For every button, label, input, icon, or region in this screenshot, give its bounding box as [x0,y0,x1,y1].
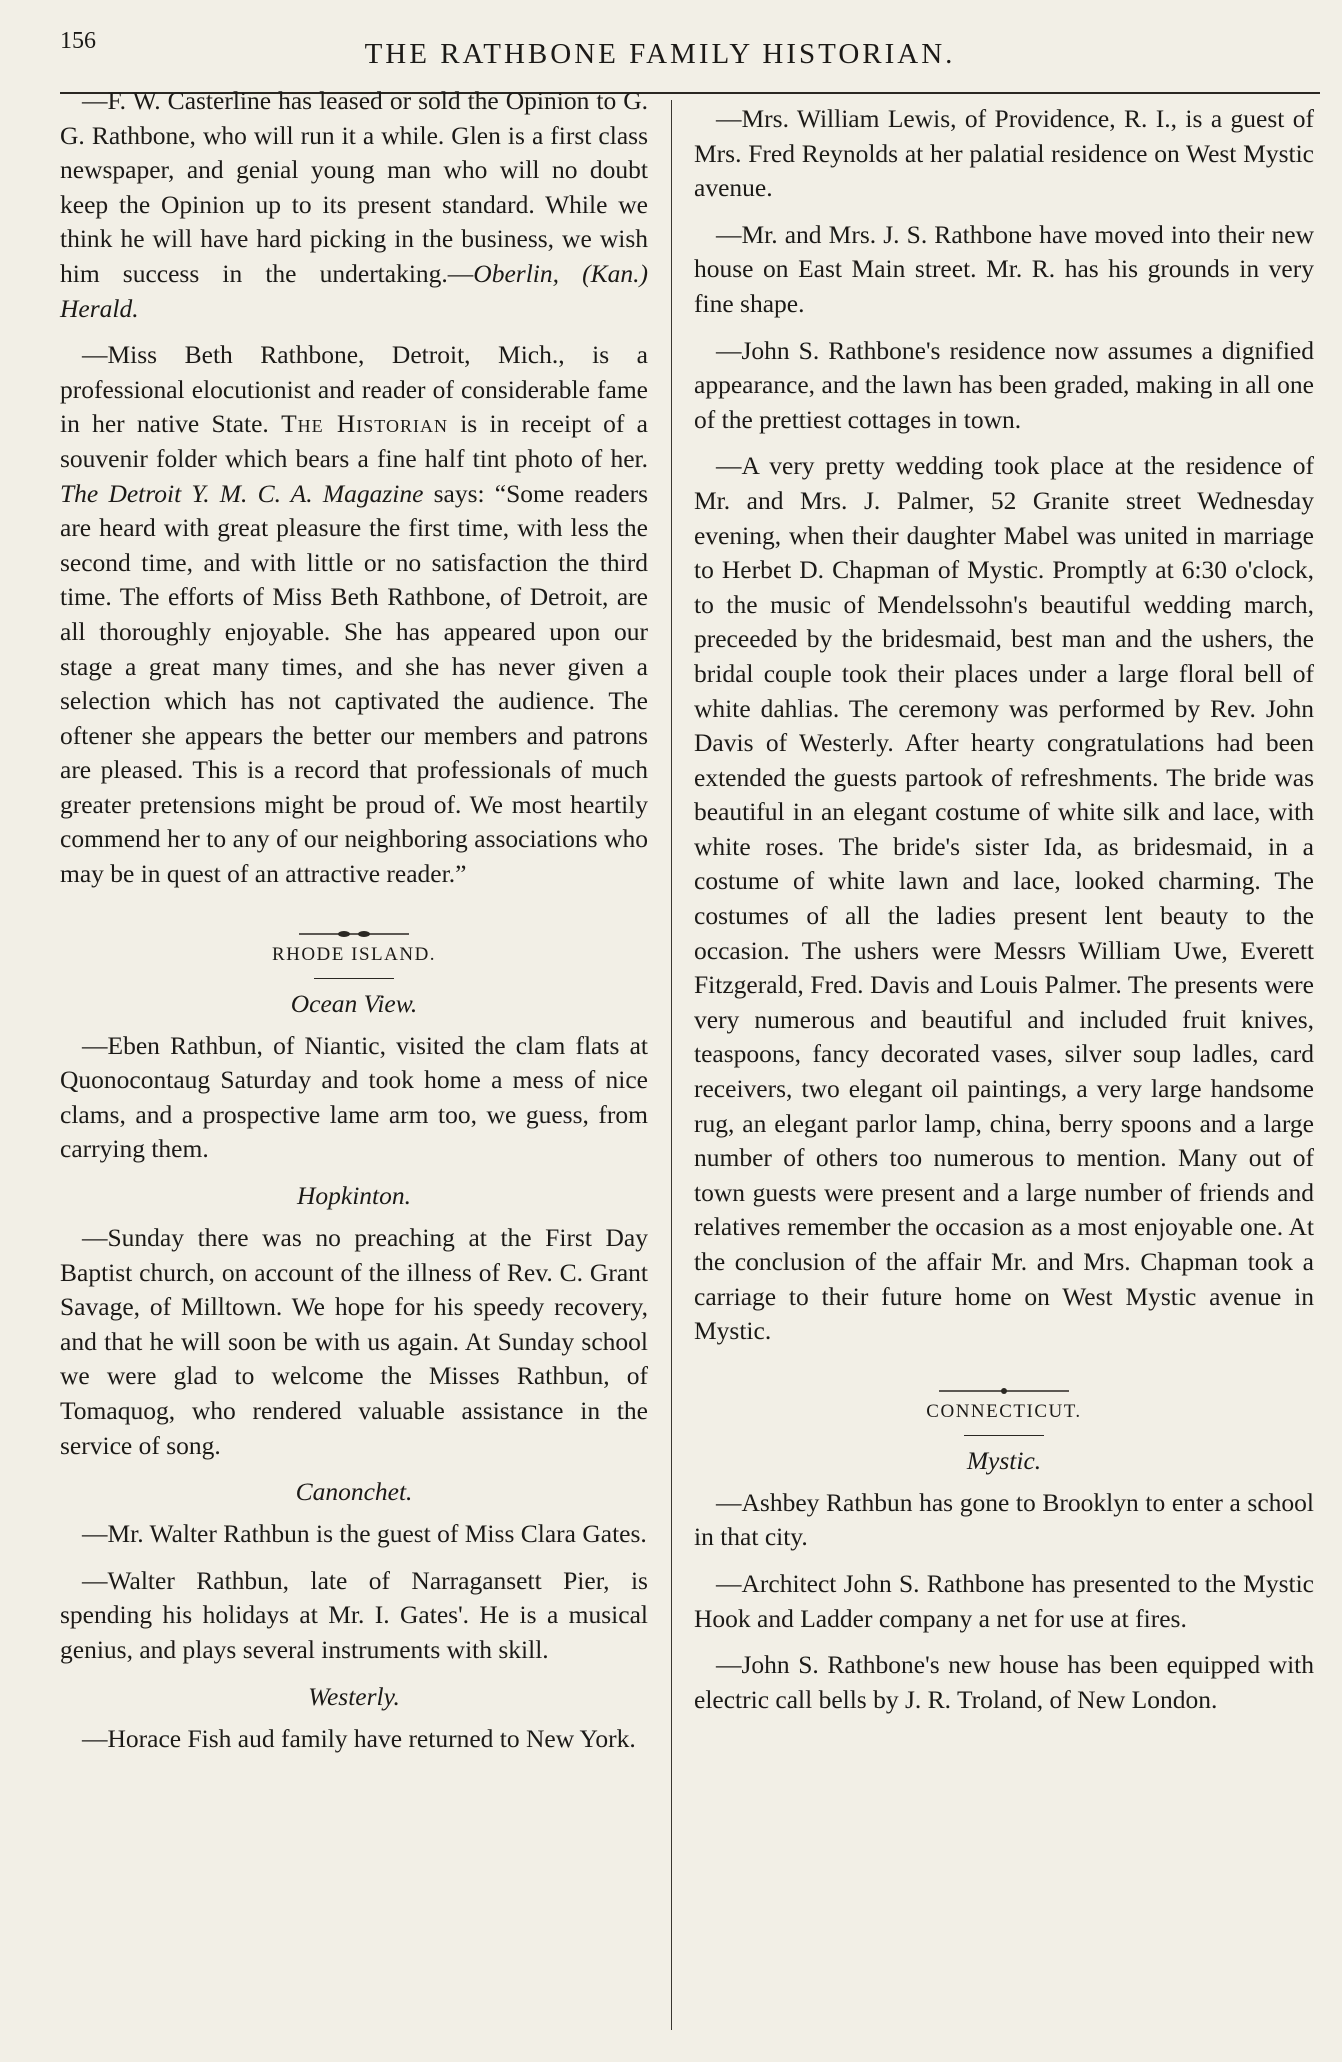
short-rule [314,978,394,979]
article-paragraph: —Mr. Walter Rathbun is the guest of Miss Clara Gates. [82,1519,647,1549]
place-heading: Ocean View. [290,988,418,1018]
article-paragraph: —Walter Rathbun, late of Narragansett Pier, is spending his holidays at Mr. I. Gates'. He is a musical genius, and plays several instruments with skill. [60,1565,648,1664]
magazine-title: The Detroit Y. M. C. A. Magazine [60,478,424,508]
article-paragraph: —Architect John S. Rathbone has presented to the Mystic Hook and Ladder company a net for use at fires. [694,1568,1314,1633]
article-paragraph: —Ashbey Rathbun has gone to Brooklyn to enter a school in that city. [694,1487,1314,1552]
section-heading: CONNECTICUT. [926,1400,1082,1422]
place-heading: Westerly. [308,1681,400,1711]
left-column [60,84,648,1768]
article-paragraph: —Sunday there was no preaching at the First Day Baptist church, on account of the illness of Rev. C. Grant Savage, of Milltown. We hope for his speedy recovery, and that he will soon be with us again. At Sunday school we were glad to welcome the Misses Rathbun, of Tomaquog, who rendered valuable assistance in the service of song. [60,1223,648,1460]
running-title: THE RATHBONE FAMILY HISTORIAN. [364,38,956,70]
page-number: 156 [60,28,96,54]
article-paragraph: —Mrs. William Lewis, of Providence, R. I., is a guest of Mrs. Fred Reynolds at her palatial residence on West Mystic avenue. [694,104,1314,203]
section-heading: RHODE ISLAND. [271,943,437,965]
article-paragraph: —John S. Rathbone's new house has been equipped with electric call bells by J. R. Troland, of New London. [694,1650,1314,1714]
place-heading: Mystic. [966,1445,1042,1475]
ornament-divider [60,914,648,924]
ornament-divider [694,1371,1314,1381]
place-heading: Hopkinton. [296,1181,412,1211]
article-paragraph: —Mr. and Mrs. J. S. Rathbone have moved into their new house on East Main street. Mr. R. has his grounds in very fine shape. [694,219,1314,318]
article-paragraph: —F. W. Casterline has leased or sold the Opinion to G. G. Rathbone, who will run it a while. Glen is a first class newspaper, and genial young man who will no doubt keep the Opinion up to its present standard. While we think he will have hard picking in the business, we wish him success in the undertaking.—Oberlin, (Kan.) Herald. [60,86,648,323]
article-paragraph: —Miss Beth Rathbone, Detroit, Mich., is a professional elocutionist and reader of considerable fame in her native State. The Historian is in receipt of a souvenir folder which bears a fine half tint photo of her. The Detroit Y. M. C. A. Magazine says: “Some readers are heard with great pleasure the first time, with less the second time, and with little or no satisfaction the third time. The efforts of Miss Beth Rathbone, of Detroit, are all thoroughly enjoyable. She has appeared upon our stage a great many times, and she has never given a selection which has not captivated the audience. The oftener she appears the better our members and patrons are pleased. This is a record that professionals of much greater pretensions might be proud of. We most heartily commend her to any of our neighboring associations who may be in quest of an attractive reader.” [60,340,649,889]
article-source: Oberlin, (Kan.) Herald. [60,258,648,323]
column-divider [671,100,672,2030]
place-heading: Canonchet. [295,1477,413,1507]
publication-name: The Historian [281,409,448,439]
page-header [60,22,1320,82]
article-paragraph: —Eben Rathbun, of Niantic, visited the clam flats at Quonocontaug Saturday and took home a mess of nice clams, and a prospective lame arm too, we guess, from carrying them. [60,1030,648,1164]
right-column [694,102,1314,1729]
article-paragraph: —A very pretty wedding took place at the residence of Mr. and Mrs. J. Palmer, 52 Granite street Wednesday evening, when their daughter Mabel was united in marriage to Herbet D. Chapman of Mystic. Promptly at 6:30 o'clock, to the music of Mendelssohn's beautiful wedding march, preceeded by the bridesmaid, best man and the ushers, the bridal couple took their places under a large floral bell of white dahlias. The ceremony was performed by Rev. John Davis of Westerly. After hearty congratulations had been extended the guests partook of refreshments. The bride was beautiful in an elegant costume of white silk and lace, with white roses. The bride's sister Ida, as bridesmaid, in a costume of white lawn and lace, looked charming. The costumes of all the ladies present lent beauty to the occasion. The ushers were Messrs William Uwe, Everett Fitzgerald, Fred. Davis and Louis Palmer. The presents were very numerous and beautiful and included fruit knives, teaspoons, fancy decorated vases, silver soup ladles, card receivers, two elegant oil paintings, a very large handsome rug, an elegant parlor lamp, china, berry spoons and a large number of others too numerous to mention. Many out of town guests were present and a large number of friends and relatives remember the occasion as a most enjoyable one. At the conclusion of the affair Mr. and Mrs. Chapman took a carriage to their future home on West Mystic avenue in Mystic. [694,451,1314,1346]
short-rule [964,1435,1044,1436]
article-paragraph: —John S. Rathbone's residence now assumes a dignified appearance, and the lawn has been graded, making in all one of the prettiest cottages in town. [694,335,1314,434]
article-paragraph: —Horace Fish aud family have returned to New York. [82,1723,636,1753]
